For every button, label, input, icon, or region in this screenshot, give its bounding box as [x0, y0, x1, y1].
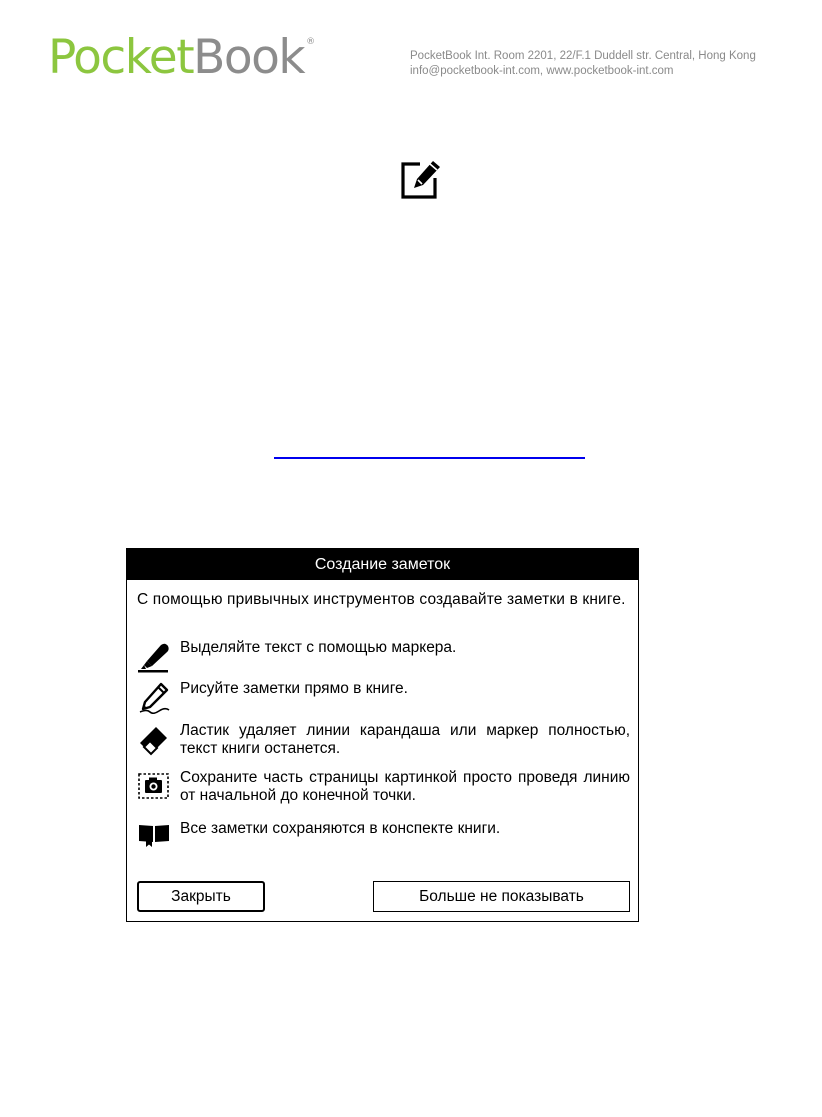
- tool-row-screenshot: [137, 769, 630, 805]
- create-notes-dialog: [126, 548, 639, 922]
- tool-row-marker: [137, 639, 630, 673]
- screenshot-camera-icon: [137, 769, 171, 803]
- tool-text-marker: Выделяйте текст с помощью маркера.: [180, 639, 457, 656]
- hyperlink-underline[interactable]: [274, 457, 585, 459]
- pencil-icon: [137, 680, 171, 714]
- tool-text-pencil: Рисуйте заметки прямо в книге.: [180, 680, 408, 697]
- close-button[interactable]: Закрыть: [137, 881, 265, 912]
- notes-edit-icon: [399, 158, 441, 200]
- tool-text-screenshot: Сохраните часть страницы картинкой просто проведя линию от начальной до конечной точки.: [180, 769, 630, 804]
- tool-row-notes-book: [137, 820, 630, 854]
- contact-address: PocketBook Int. Room 2201, 22/F.1 Duddell str. Central, Hong Kong: [410, 50, 756, 62]
- tool-row-eraser: [137, 722, 630, 758]
- dialog-title: Создание заметок: [127, 549, 638, 580]
- marker-icon: [137, 639, 171, 673]
- eraser-icon: [137, 722, 171, 756]
- logo-registered-mark: ®: [306, 37, 316, 47]
- tool-text-notes-book: Все заметки сохраняются в конспекте книги.: [180, 820, 501, 837]
- logo-book-text: Book: [193, 30, 305, 85]
- dont-show-again-button[interactable]: Больше не показывать: [373, 881, 630, 912]
- pocketbook-logo: [48, 30, 316, 85]
- open-book-icon: [137, 820, 171, 854]
- tool-text-eraser: Ластик удаляет линии карандаша или маркер полностью, текст книги останется.: [180, 722, 630, 757]
- contact-web: info@pocketbook-int.com, www.pocketbook-int.com: [410, 65, 674, 77]
- tool-row-pencil: [137, 680, 630, 714]
- header-contact: [410, 49, 756, 79]
- logo-pocket-text: Pocket: [48, 30, 194, 85]
- dialog-intro: С помощью привычных инструментов создавайте заметки в книге.: [137, 591, 626, 608]
